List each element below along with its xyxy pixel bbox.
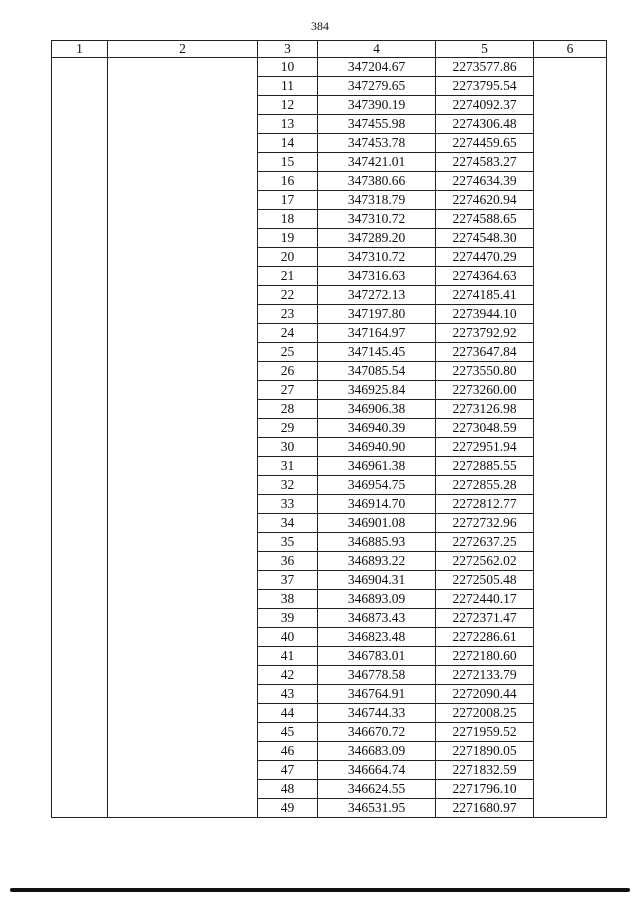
point-number-cell: 39 (258, 609, 318, 628)
table-row (52, 58, 607, 77)
x-coordinate-cell: 347455.98 (318, 115, 436, 134)
x-coordinate-cell: 346624.55 (318, 780, 436, 799)
column-header-6: 6 (534, 41, 607, 58)
y-coordinate-cell: 2272090.44 (436, 685, 534, 704)
y-coordinate-cell: 2274548.30 (436, 229, 534, 248)
x-coordinate-cell: 346683.09 (318, 742, 436, 761)
x-coordinate-cell: 347289.20 (318, 229, 436, 248)
point-number-cell: 25 (258, 343, 318, 362)
y-coordinate-cell: 2272440.17 (436, 590, 534, 609)
x-coordinate-cell: 346904.31 (318, 571, 436, 590)
point-number-cell: 33 (258, 495, 318, 514)
point-number-cell: 27 (258, 381, 318, 400)
point-number-cell: 36 (258, 552, 318, 571)
point-number-cell: 24 (258, 324, 318, 343)
column-1-cell (52, 58, 108, 818)
x-coordinate-cell: 346823.48 (318, 628, 436, 647)
x-coordinate-cell: 346670.72 (318, 723, 436, 742)
point-number-cell: 34 (258, 514, 318, 533)
page-number: 384 (311, 19, 329, 33)
y-coordinate-cell: 2273260.00 (436, 381, 534, 400)
x-coordinate-cell: 346893.09 (318, 590, 436, 609)
point-number-cell: 29 (258, 419, 318, 438)
point-number-cell: 23 (258, 305, 318, 324)
x-coordinate-cell: 346901.08 (318, 514, 436, 533)
y-coordinate-cell: 2272286.61 (436, 628, 534, 647)
x-coordinate-cell: 347204.67 (318, 58, 436, 77)
x-coordinate-cell: 347085.54 (318, 362, 436, 381)
point-number-cell: 49 (258, 799, 318, 818)
point-number-cell: 40 (258, 628, 318, 647)
column-header-5: 5 (436, 41, 534, 58)
x-coordinate-cell: 346961.38 (318, 457, 436, 476)
y-coordinate-cell: 2274634.39 (436, 172, 534, 191)
point-number-cell: 13 (258, 115, 318, 134)
y-coordinate-cell: 2272812.77 (436, 495, 534, 514)
y-coordinate-cell: 2274620.94 (436, 191, 534, 210)
point-number-cell: 45 (258, 723, 318, 742)
x-coordinate-cell: 347390.19 (318, 96, 436, 115)
x-coordinate-cell: 347145.45 (318, 343, 436, 362)
y-coordinate-cell: 2272562.02 (436, 552, 534, 571)
x-coordinate-cell: 346783.01 (318, 647, 436, 666)
x-coordinate-cell: 347164.97 (318, 324, 436, 343)
point-number-cell: 21 (258, 267, 318, 286)
column-header-4: 4 (318, 41, 436, 58)
x-coordinate-cell: 346778.58 (318, 666, 436, 685)
column-header-2: 2 (108, 41, 258, 58)
y-coordinate-cell: 2271890.05 (436, 742, 534, 761)
point-number-cell: 38 (258, 590, 318, 609)
x-coordinate-cell: 347310.72 (318, 248, 436, 267)
y-coordinate-cell: 2272732.96 (436, 514, 534, 533)
y-coordinate-cell: 2272133.79 (436, 666, 534, 685)
x-coordinate-cell: 346893.22 (318, 552, 436, 571)
y-coordinate-cell: 2274185.41 (436, 286, 534, 305)
y-coordinate-cell: 2274470.29 (436, 248, 534, 267)
y-coordinate-cell: 2272885.55 (436, 457, 534, 476)
column-6-cell (534, 58, 607, 818)
point-number-cell: 44 (258, 704, 318, 723)
y-coordinate-cell: 2274459.65 (436, 134, 534, 153)
point-number-cell: 46 (258, 742, 318, 761)
footer-rule (10, 888, 630, 892)
point-number-cell: 17 (258, 191, 318, 210)
x-coordinate-cell: 347197.80 (318, 305, 436, 324)
point-number-cell: 30 (258, 438, 318, 457)
x-coordinate-cell: 347316.63 (318, 267, 436, 286)
y-coordinate-cell: 2272951.94 (436, 438, 534, 457)
y-coordinate-cell: 2274364.63 (436, 267, 534, 286)
y-coordinate-cell: 2272008.25 (436, 704, 534, 723)
column-header-1: 1 (52, 41, 108, 58)
point-number-cell: 47 (258, 761, 318, 780)
point-number-cell: 35 (258, 533, 318, 552)
x-coordinate-cell: 346664.74 (318, 761, 436, 780)
y-coordinate-cell: 2272180.60 (436, 647, 534, 666)
point-number-cell: 28 (258, 400, 318, 419)
y-coordinate-cell: 2274583.27 (436, 153, 534, 172)
y-coordinate-cell: 2272855.28 (436, 476, 534, 495)
y-coordinate-cell: 2273795.54 (436, 77, 534, 96)
y-coordinate-cell: 2272637.25 (436, 533, 534, 552)
y-coordinate-cell: 2273048.59 (436, 419, 534, 438)
y-coordinate-cell: 2272371.47 (436, 609, 534, 628)
x-coordinate-cell: 346914.70 (318, 495, 436, 514)
x-coordinate-cell: 347380.66 (318, 172, 436, 191)
y-coordinate-cell: 2273126.98 (436, 400, 534, 419)
table-body (52, 58, 607, 818)
point-number-cell: 10 (258, 58, 318, 77)
point-number-cell: 12 (258, 96, 318, 115)
coordinates-table (51, 40, 607, 818)
point-number-cell: 32 (258, 476, 318, 495)
x-coordinate-cell: 347272.13 (318, 286, 436, 305)
point-number-cell: 26 (258, 362, 318, 381)
y-coordinate-cell: 2274306.48 (436, 115, 534, 134)
x-coordinate-cell: 346940.39 (318, 419, 436, 438)
x-coordinate-cell: 346531.95 (318, 799, 436, 818)
point-number-cell: 41 (258, 647, 318, 666)
point-number-cell: 37 (258, 571, 318, 590)
x-coordinate-cell: 347310.72 (318, 210, 436, 229)
y-coordinate-cell: 2271832.59 (436, 761, 534, 780)
point-number-cell: 16 (258, 172, 318, 191)
x-coordinate-cell: 346925.84 (318, 381, 436, 400)
point-number-cell: 31 (258, 457, 318, 476)
point-number-cell: 18 (258, 210, 318, 229)
y-coordinate-cell: 2274588.65 (436, 210, 534, 229)
x-coordinate-cell: 346873.43 (318, 609, 436, 628)
x-coordinate-cell: 346764.91 (318, 685, 436, 704)
y-coordinate-cell: 2272505.48 (436, 571, 534, 590)
x-coordinate-cell: 346744.33 (318, 704, 436, 723)
y-coordinate-cell: 2273577.86 (436, 58, 534, 77)
x-coordinate-cell: 346906.38 (318, 400, 436, 419)
x-coordinate-cell: 346940.90 (318, 438, 436, 457)
x-coordinate-cell: 346885.93 (318, 533, 436, 552)
x-coordinate-cell: 347279.65 (318, 77, 436, 96)
y-coordinate-cell: 2273944.10 (436, 305, 534, 324)
point-number-cell: 11 (258, 77, 318, 96)
point-number-cell: 42 (258, 666, 318, 685)
header-row (52, 41, 607, 58)
y-coordinate-cell: 2271959.52 (436, 723, 534, 742)
point-number-cell: 19 (258, 229, 318, 248)
column-2-cell (108, 58, 258, 818)
point-number-cell: 14 (258, 134, 318, 153)
point-number-cell: 43 (258, 685, 318, 704)
y-coordinate-cell: 2271680.97 (436, 799, 534, 818)
y-coordinate-cell: 2273792.92 (436, 324, 534, 343)
column-header-3: 3 (258, 41, 318, 58)
x-coordinate-cell: 347421.01 (318, 153, 436, 172)
x-coordinate-cell: 347453.78 (318, 134, 436, 153)
y-coordinate-cell: 2273550.80 (436, 362, 534, 381)
x-coordinate-cell: 347318.79 (318, 191, 436, 210)
y-coordinate-cell: 2273647.84 (436, 343, 534, 362)
point-number-cell: 48 (258, 780, 318, 799)
y-coordinate-cell: 2271796.10 (436, 780, 534, 799)
point-number-cell: 22 (258, 286, 318, 305)
point-number-cell: 20 (258, 248, 318, 267)
y-coordinate-cell: 2274092.37 (436, 96, 534, 115)
point-number-cell: 15 (258, 153, 318, 172)
x-coordinate-cell: 346954.75 (318, 476, 436, 495)
